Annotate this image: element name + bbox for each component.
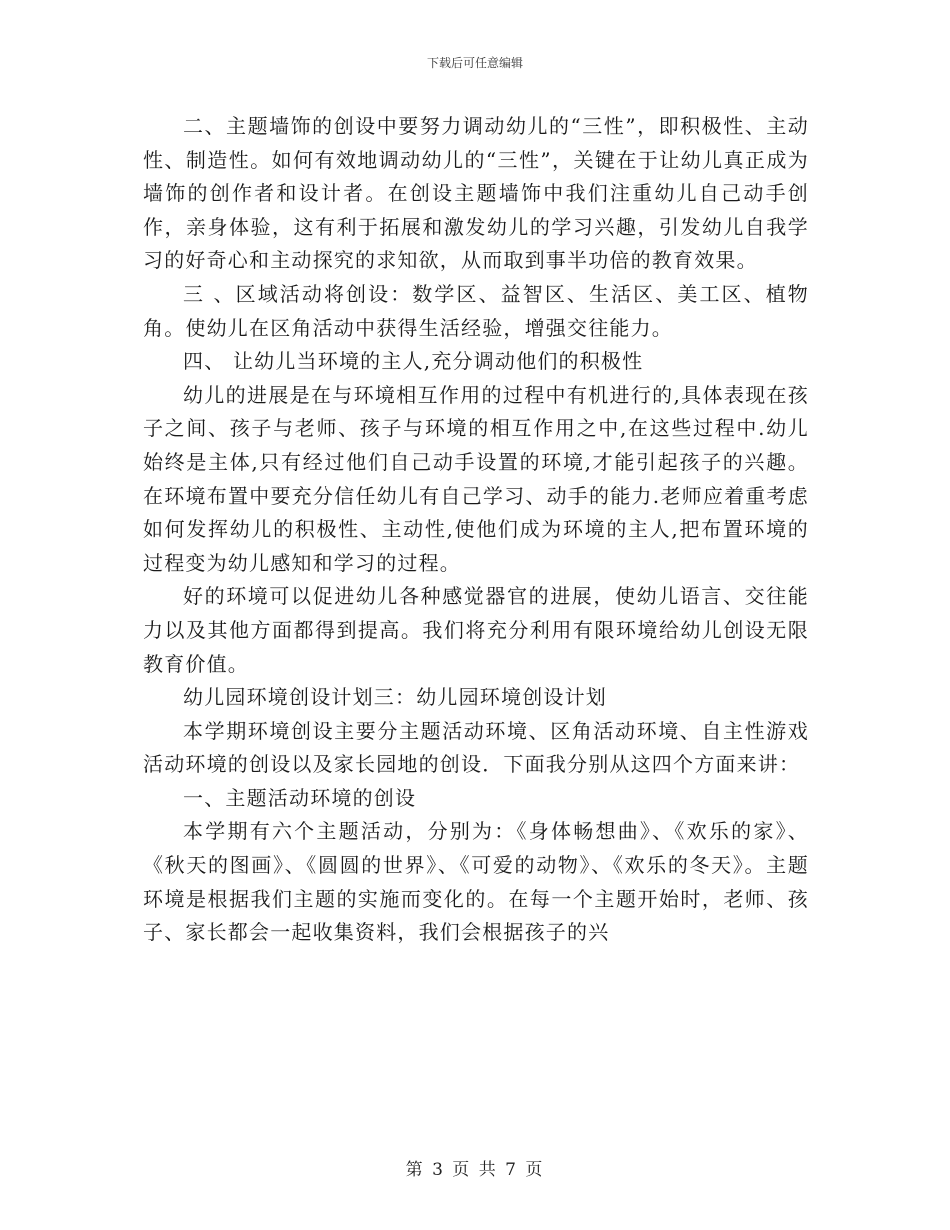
paragraph-child-development: 幼儿的进展是在与环境相互作用的过程中有机进行的,具体表现在孩子之间、孩子与老师、孩子与环境的相互作用之中,在这些过程中.幼儿始终是主体,只有经过他们自己动手设置的环境,才能引起孩子的兴趣。在环境布置中要充分信任幼儿有自己学习、动手的能力.老师应着重考虑如何发挥幼儿的积极性、主动性,使他们成为环境的主人,把布置环境的过程变为幼儿感知和学习的过程。 <box>143 382 809 575</box>
paragraph-heading-four: 四、 让幼儿当环境的主人,充分调动他们的积极性 <box>183 349 644 374</box>
paragraph-theme-wall: 二、主题墙饰的创设中要努力调动幼儿的“三性”，即积极性、主动性、制造性。如何有效地调动幼儿的“三性”，关键在于让幼儿真正成为墙饰的创作者和设计者。在创设主题墙饰中我们注重幼儿自己动手创作，亲身体验，这有利于拓展和激发幼儿的学习兴趣，引发幼儿自我学习的好奇心和主动探究的求知欲，从而取到事半功倍的教育效果。 <box>143 114 809 273</box>
paragraph-semester-overview: 本学期环境创设主要分主题活动环境、区角活动环境、自主性游戏活动环境的创设以及家长园地的创设．下面我分别从这四个方面来讲： <box>143 718 809 777</box>
document-body <box>143 110 809 950</box>
paragraph-area-activities: 三 、区域活动将创设：数学区、益智区、生活区、美工区、植物角。使幼儿在区角活动中获得生活经验，增强交往能力。 <box>143 281 809 340</box>
paragraph-six-themes: 本学期有六个主题活动，分别为：《身体畅想曲》、《欢乐的家》、《秋天的图画》、《圆圆的世界》、《可爱的动物》、《欢乐的冬天》。主题环境是根据我们主题的实施而变化的。在每一个主题开始时，老师、孩子、家长都会一起收集资料，我们会根据孩子的兴 <box>143 819 809 945</box>
page-number: 第 3 页 共 7 页 <box>405 1160 545 1180</box>
paragraph-good-environment: 好的环境可以促进幼儿各种感觉器官的进展，使幼儿语言、交往能力以及其他方面都得到提高。我们将充分利用有限环境给幼儿创设无限教育价值。 <box>143 584 809 676</box>
paragraph-plan-three-title: 幼儿园环境创设计划三：幼儿园环境创设计划 <box>183 685 607 710</box>
paragraph-section-one-heading: 一、主题活动环境的创设 <box>183 785 417 810</box>
page-header: 下载后可任意编辑 <box>426 56 523 70</box>
